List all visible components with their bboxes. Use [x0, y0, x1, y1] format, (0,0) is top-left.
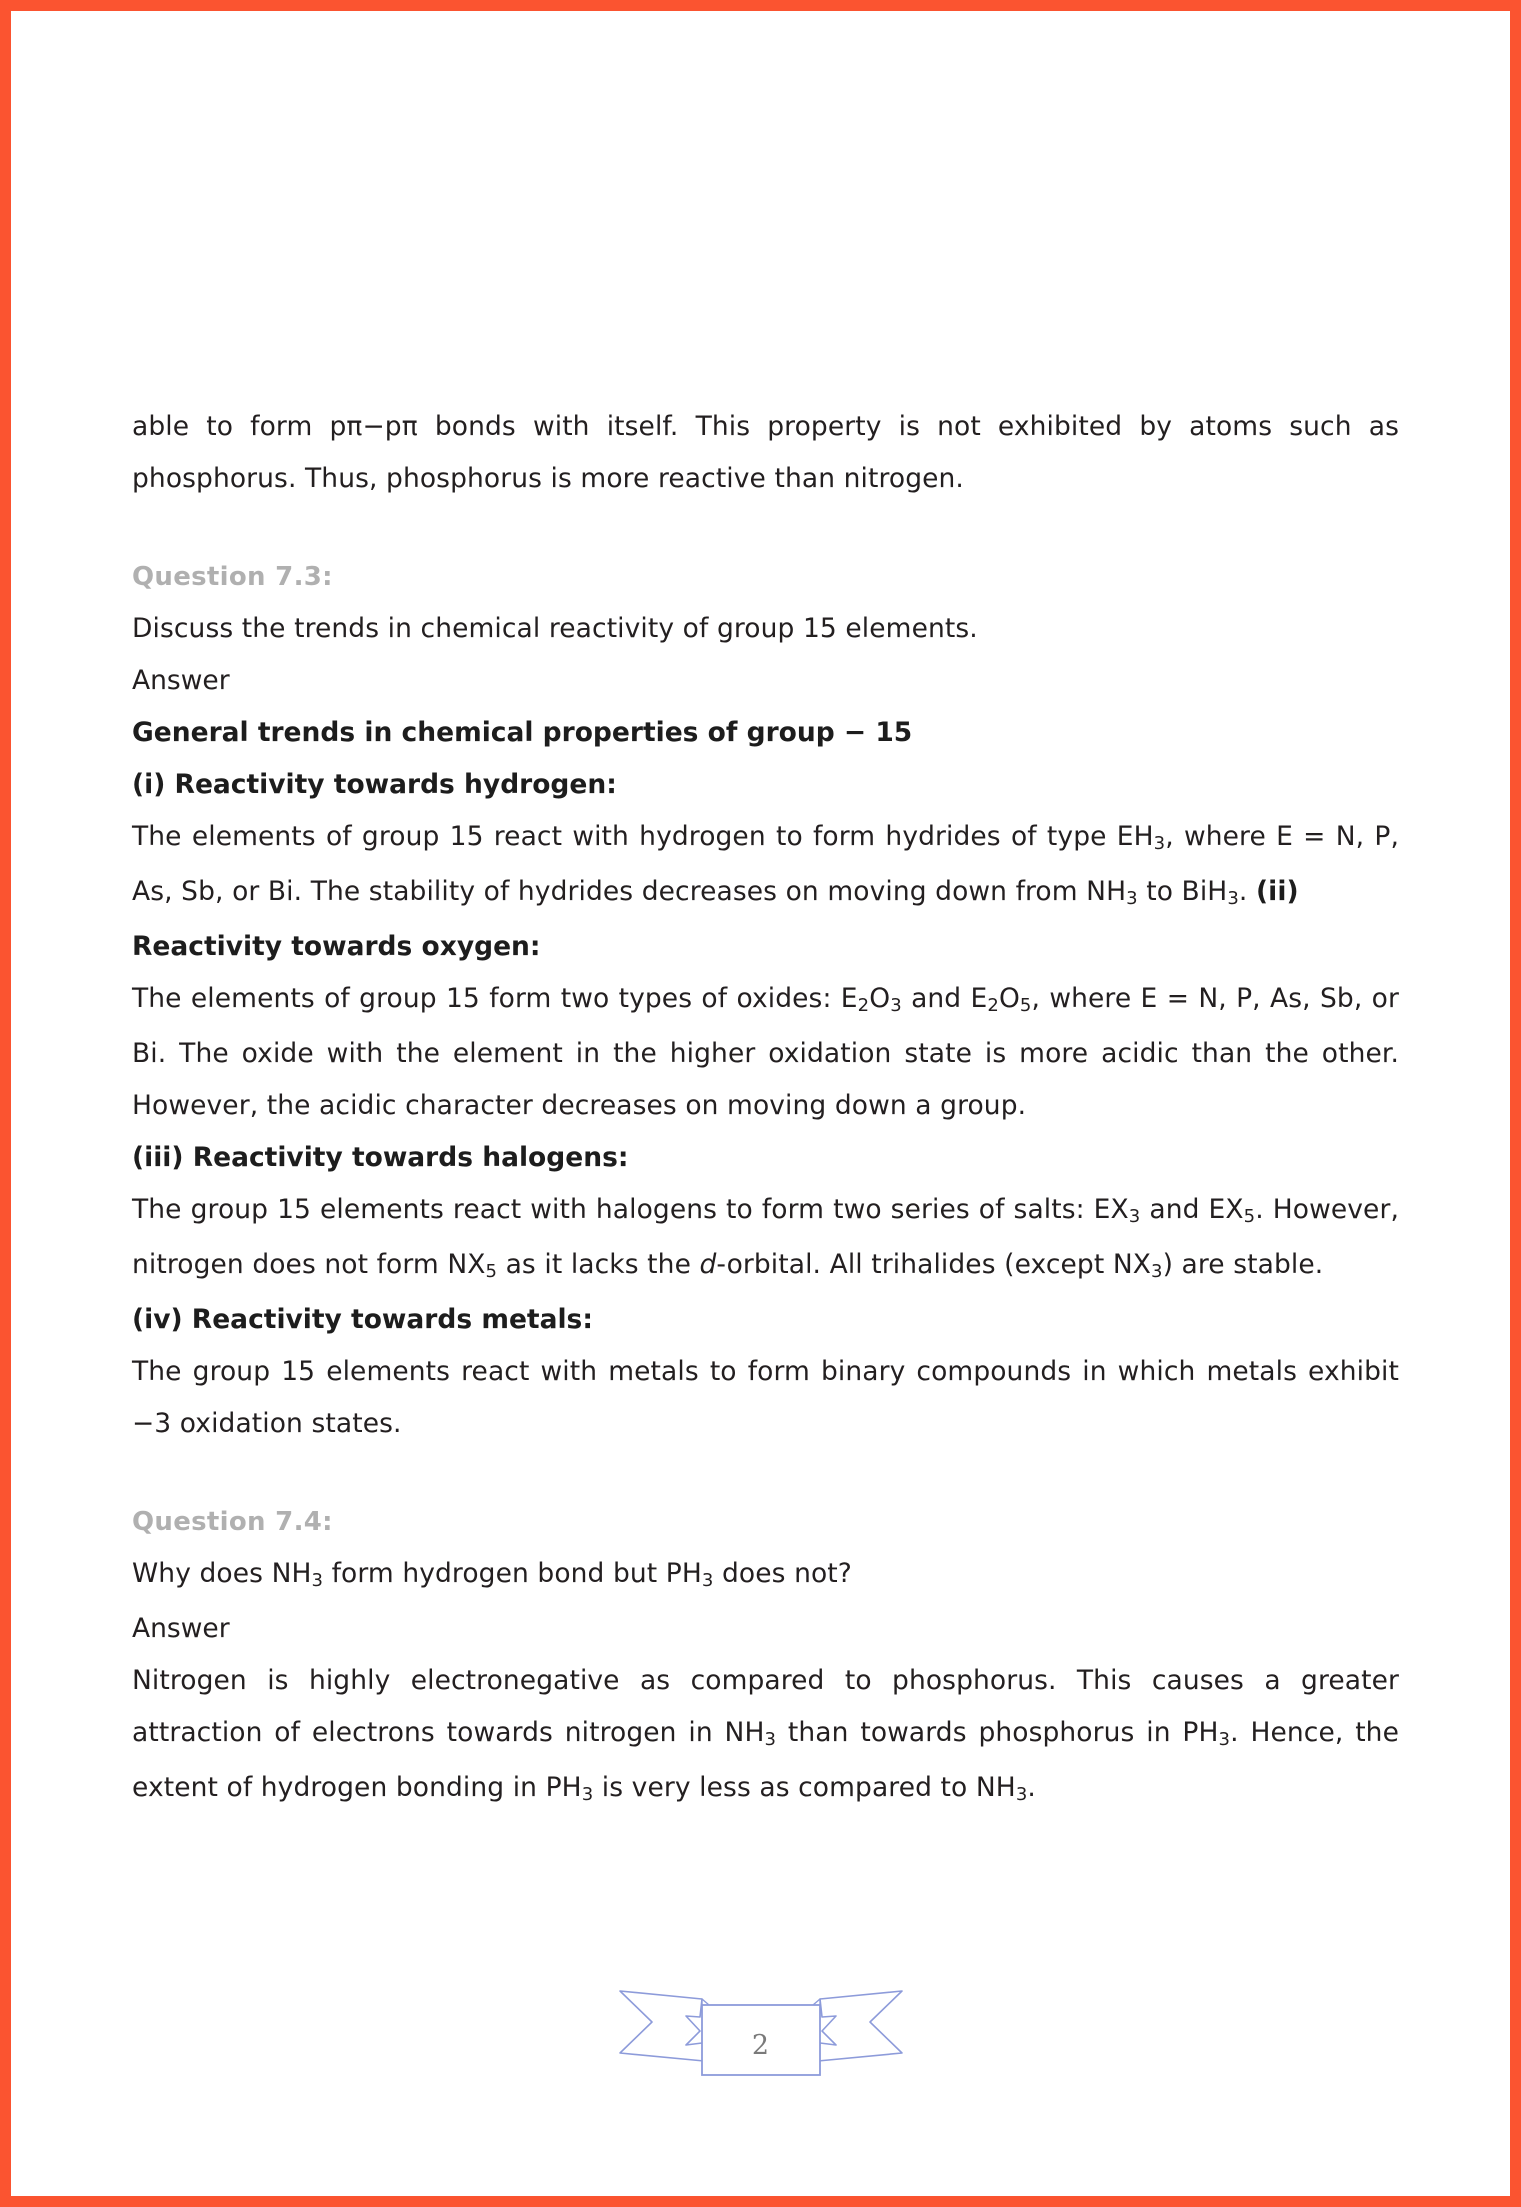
sub-iii-t4: as it lacks the: [497, 1249, 700, 1280]
sub-ii-s3: 2: [987, 994, 999, 1016]
sub-i-s2: 3: [1126, 887, 1138, 909]
subsection-i-body: [132, 811, 1399, 921]
subsection-ii-heading: Reactivity towards oxygen:: [132, 931, 541, 962]
spacer: [132, 505, 1399, 551]
sub-i-trailing-bold: (ii): [1255, 876, 1299, 907]
subsection-iv-body: The group 15 elements react with metals to form binary compounds in which metals exhibit −3 oxidation states.: [132, 1356, 1399, 1439]
a74-t1: Nitrogen is highly electronegative as compared to phosphorus. This causes a greater attraction of electrons towards nitrogen in NH: [132, 1665, 1399, 1748]
sub-iii-italic-d: d: [699, 1249, 717, 1280]
sub-ii-s1: 2: [857, 994, 870, 1016]
sub-i-t4: .: [1238, 876, 1256, 907]
q74-t2: form hydrogen bond but PH: [323, 1558, 702, 1589]
a74-t5: .: [1027, 1772, 1036, 1803]
question-73-heading: Question 7.3:: [132, 562, 333, 592]
question-73-answer-title: General trends in chemical properties of group − 15: [132, 717, 913, 748]
a74-s2: 3: [1218, 1728, 1231, 1750]
a74-t3: . Hence, the extent of hydrogen bonding in PH: [132, 1717, 1399, 1803]
sub-iii-t3: . However, nitrogen does not form NX: [132, 1194, 1399, 1280]
question-74-answer-label: Answer: [132, 1613, 230, 1644]
sub-i-s1: 3: [1153, 832, 1166, 854]
subsection-iii-body: [132, 1184, 1399, 1294]
question-73-text: Discuss the trends in chemical reactivity of group 15 elements.: [132, 613, 978, 644]
page-number-label: 2: [751, 2030, 770, 2061]
sub-iii-t5: -orbital. All trihalides (except NX: [716, 1249, 1152, 1280]
sub-i-t3: to BiH: [1137, 876, 1228, 907]
sub-iii-t2: and EX: [1140, 1194, 1244, 1225]
q74-t1: Why does NH: [132, 1558, 312, 1589]
sub-ii-t3: and E: [901, 983, 988, 1014]
subsection-iii-heading: (iii) Reactivity towards halogens:: [132, 1142, 629, 1173]
sub-i-s3: 3: [1227, 887, 1239, 909]
question-74-heading: Question 7.4:: [132, 1507, 333, 1537]
sub-ii-t4: O: [998, 983, 1020, 1014]
question-74-answer-body: [132, 1655, 1399, 1817]
a74-s3: 3: [581, 1783, 594, 1805]
sub-iii-s1: 3: [1128, 1205, 1141, 1227]
sub-i-t1: The elements of group 15 react with hydrogen to form hydrides of type EH: [132, 821, 1154, 852]
sub-iii-t6: ) are stable.: [1162, 1249, 1324, 1280]
a74-t2: than towards phosphorus in PH: [776, 1717, 1219, 1748]
question-73-answer-label: Answer: [132, 665, 230, 696]
question-74-text: [132, 1548, 1399, 1603]
subsection-i-heading: (i) Reactivity towards hydrogen:: [132, 769, 617, 800]
q74-t3: does not?: [713, 1558, 852, 1589]
subsection-ii-body: [132, 973, 1399, 1132]
sub-ii-s4: 5: [1019, 994, 1032, 1016]
sub-iii-s4: 3: [1151, 1260, 1163, 1282]
page-sheet: [11, 11, 1510, 2196]
subsection-iv-heading: (iv) Reactivity towards metals:: [132, 1304, 593, 1335]
q74-s1: 3: [311, 1569, 324, 1591]
sub-ii-t5: , where E = N, P, As, Sb, or Bi. The oxide with the element in the higher oxidation state is more acidic than the other. However, the acidic character decreases on moving down a group.: [132, 983, 1399, 1121]
q74-s2: 3: [701, 1569, 714, 1591]
a74-s1: 3: [764, 1728, 777, 1750]
sub-ii-t2: O: [869, 983, 891, 1014]
spacer-2: [132, 1450, 1399, 1496]
sub-iii-s3: 5: [485, 1260, 498, 1282]
a74-t4: is very less as compared to NH: [593, 1772, 1016, 1803]
sub-ii-t1: The elements of group 15 form two types of oxides: E: [132, 983, 858, 1014]
a74-s4: 3: [1015, 1783, 1028, 1805]
continued-paragraph: [132, 401, 1399, 505]
sub-iii-t1: The group 15 elements react with halogens to form two series of salts: EX: [132, 1194, 1129, 1225]
page-content: [132, 401, 1399, 1817]
sub-iii-s2: 5: [1243, 1205, 1256, 1227]
sub-ii-s2: 3: [890, 994, 902, 1016]
ribbon-banner-icon: [616, 1969, 906, 2079]
page-number-ribbon: [11, 1969, 1510, 2079]
sub-i-t2: , where E = N, P, As, Sb, or Bi. The stability of hydrides decreases on moving down from NH: [132, 821, 1399, 907]
continued-paragraph-text: able to form pπ−pπ bonds with itself. This property is not exhibited by atoms such as phosphorus. Thus, phosphorus is more reactive than nitrogen.: [132, 411, 1399, 494]
